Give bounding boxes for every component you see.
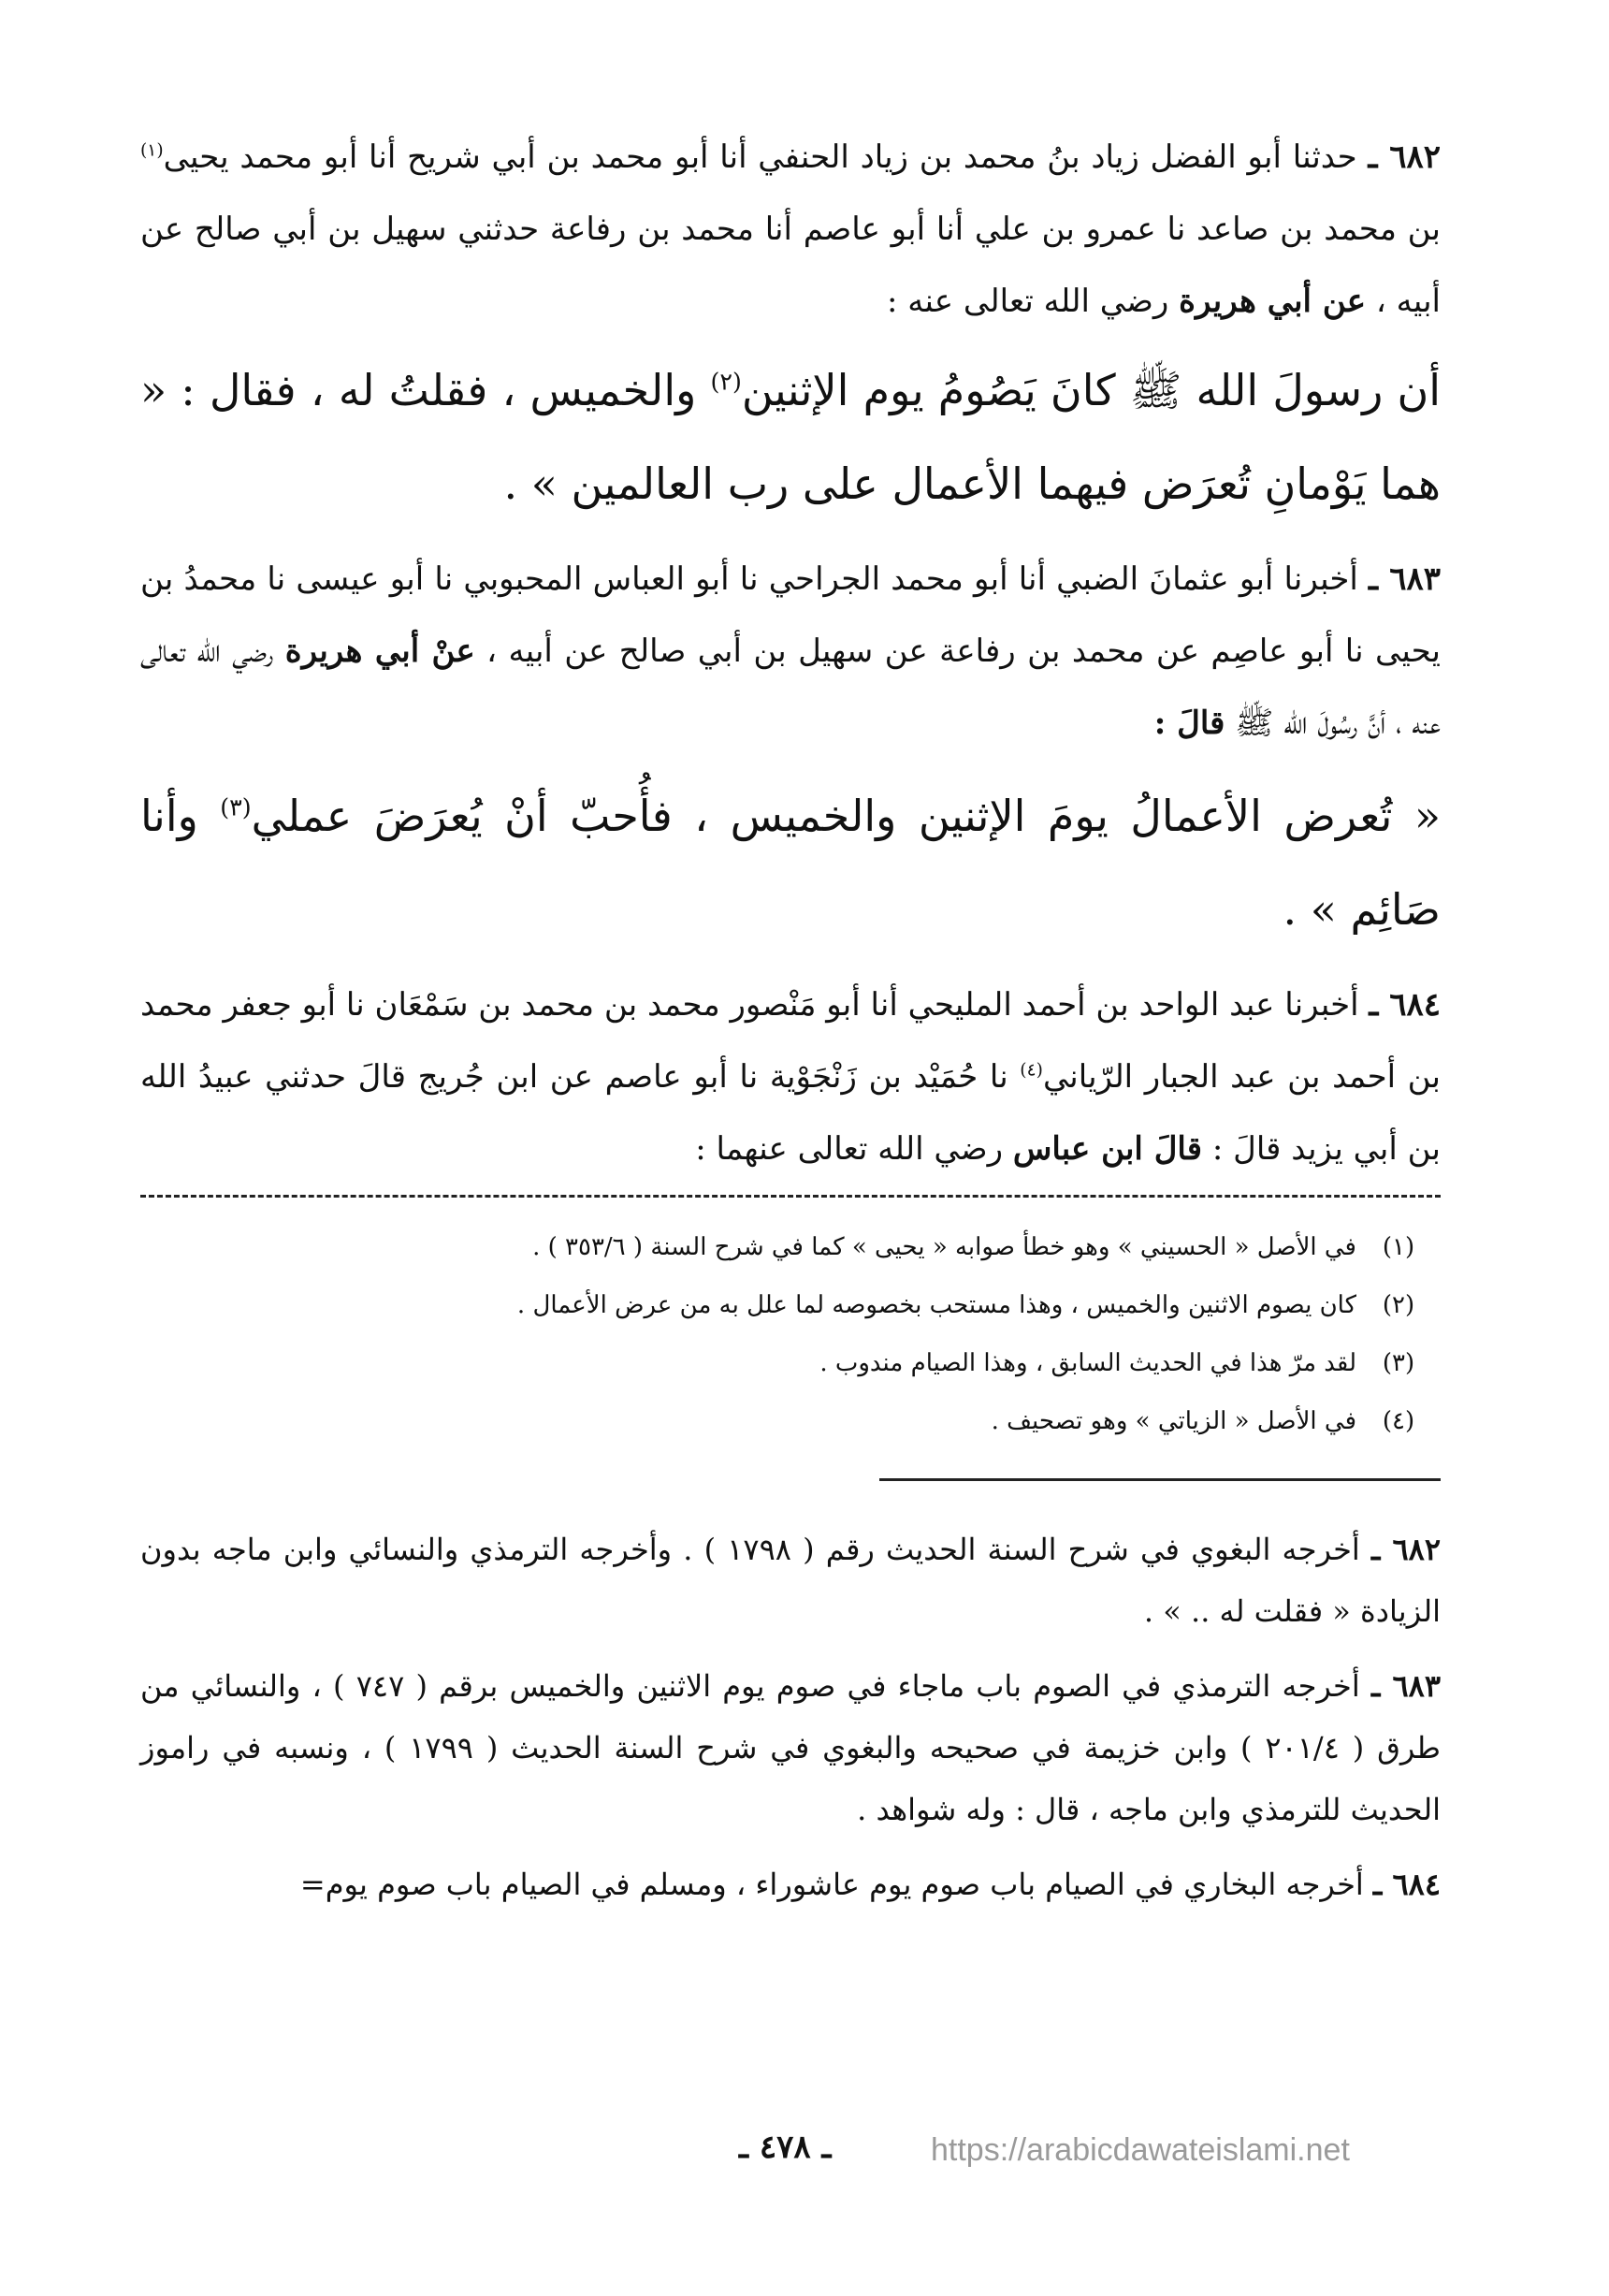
footnote-ref[interactable]: (٤)	[1020, 1060, 1043, 1081]
watermark-url[interactable]: https://arabicdawateislami.net	[931, 2132, 1350, 2168]
footnote-ref[interactable]: (١)	[140, 140, 164, 161]
hadith-682-matn	[140, 343, 1441, 530]
matn-text: أن رسولَ الله ﷺ كانَ يَصُومُ يوم الإثنين	[741, 365, 1442, 415]
takhrij-text: أخرجه البغوي في شرح السنة الحديث رقم ( ١٧٩٨ ) . وأخرجه الترمذي والنسائي وابن ماجه بدون الزيادة « فقلت له .. » .	[140, 1532, 1441, 1629]
isnad-text: حدثنا أبو الفضل زياد بنُ محمد بن زياد الحنفي أنا أبو محمد بن أبي شريح أنا أبو محمد يحيى	[163, 138, 1357, 176]
isnad-text: أخبرنا أبو عثمانَ الضبي أنا أبو محمد الجراحي نا أبو العباس المحبوبي نا أبو عيسى نا محمدُ بن يحيى نا أبو عاصِم عن محمد بن رفاعة عن سهيل بن أبي صالح عن أبيه ،	[140, 560, 1442, 670]
hadith-number: ٦٨٢ ـ	[1368, 138, 1441, 176]
footnote-text: في الأصل « الحسيني » وهو خطأ صوابه « يحيى » كما في شرح السنة ( ٣٥٣/٦ ) .	[532, 1233, 1356, 1261]
footnote-number: (١)	[1382, 1233, 1415, 1261]
footnote-number: (٣)	[1382, 1349, 1415, 1377]
qala-text: قالَ :	[1153, 705, 1225, 742]
takhrij-item	[140, 1655, 1441, 1840]
hadith-683-isnad	[140, 544, 1441, 760]
hadith-683-matn	[140, 769, 1441, 956]
footnote-item	[140, 1218, 1441, 1276]
footnote-ref[interactable]: (٣)	[220, 793, 252, 821]
takhrij-item	[140, 1519, 1441, 1642]
matn-text: « تُعرض الأعمالُ يومَ الإثنين والخميس ، فأُحبّ أنْ يُعرَضَ عملي	[251, 791, 1441, 841]
hadith-684-isnad	[140, 969, 1441, 1185]
hadith-682-isnad	[140, 122, 1441, 338]
footnote-text: كان يصوم الاثنين والخميس ، وهذا مستحب بخصوصه لما علل به من عرض الأعمال .	[516, 1291, 1356, 1319]
footnote-item	[140, 1334, 1441, 1392]
takhrij-number: ٦٨٤ ـ	[1372, 1867, 1441, 1902]
footnote-number: (٤)	[1382, 1407, 1415, 1435]
takhrij-text: أخرجه البخاري في الصيام باب صوم يوم عاشوراء ، ومسلم في الصيام باب صوم يوم=	[299, 1867, 1364, 1902]
takhrij-item	[140, 1853, 1441, 1915]
narrator-name: قالَ ابن عباس	[1012, 1130, 1203, 1168]
footnote-number: (٢)	[1382, 1291, 1415, 1319]
isnad-text: نا حُمَيْد بن زَنْجَوْية نا أبو عاصم عن ابن جُريج قالَ حدثني عبيدُ الله بن أبي يزيد قالَ :	[140, 1058, 1441, 1168]
matn-text: والخميس ، فقلتُ له ، فقال : « هما يَوْمانِ تُعرَض فيهما الأعمال على رب العالمين » .	[140, 365, 1441, 509]
hadith-number: ٦٨٣ ـ	[1369, 560, 1442, 598]
page-footer	[0, 2129, 1609, 2185]
footnote-item	[140, 1276, 1441, 1334]
isnad-text: بن محمد بن صاعد نا عمرو بن علي أنا أبو عاصم أنا محمد بن رفاعة حدثني سهيل بن أبي صالح عن أبيه ،	[140, 211, 1441, 320]
isnad-text: رضي الله تعالى عنه :	[887, 283, 1169, 320]
isnad-text: أخبرنا عبد الواحد بن أحمد المليحي أنا أبو مَنْصور محمد بن محمد بن سَمْعَان نا أبو جعفر محمد بن أحمد بن عبد الجبار الرّياني	[139, 986, 1441, 1096]
hadith-number: ٦٨٤ ـ	[1369, 986, 1441, 1024]
takhrij-number: ٦٨٣ ـ	[1370, 1668, 1442, 1704]
takhrij-divider	[879, 1478, 1441, 1481]
footnote-text: لقد مرّ هذا في الحديث السابق ، وهذا الصيام مندوب .	[819, 1349, 1356, 1377]
dashed-divider	[140, 1195, 1441, 1198]
isnad-text: رضي الله تعالى عنه ، أنَّ رسُولَ الله ﷺ	[140, 632, 1441, 742]
takhrij-number: ٦٨٢ ـ	[1370, 1532, 1442, 1567]
narrator-name: عنْ أبي هريرة	[284, 632, 475, 670]
footnote-item	[140, 1392, 1441, 1450]
footnote-text: في الأصل « الزياتي » وهو تصحيف .	[991, 1407, 1356, 1435]
footnote-ref[interactable]: (٢)	[710, 368, 742, 396]
page-body	[140, 122, 1441, 1928]
page-number: ـ ٤٧٨ ـ	[739, 2129, 832, 2166]
narrator-name: عن أبي هريرة	[1179, 283, 1366, 320]
takhrij-section	[140, 1519, 1441, 1915]
takhrij-text: أخرجه الترمذي في الصوم باب ماجاء في صوم يوم الاثنين والخميس برقم ( ٧٤٧ ) ، والنسائي من طرق ( ٢٠١/٤ ) وابن خزيمة في صحيحه والبغوي في شرح السنة الحديث ( ١٧٩٩ ) ، ونسبه في راموز الحديث للترمذي وابن ماجه ، قال : وله شواهد .	[140, 1668, 1442, 1827]
footnotes	[140, 1218, 1441, 1450]
matn-text: وأنا صَائِم » .	[140, 791, 1441, 935]
isnad-text: رضي الله تعالى عنهما :	[695, 1130, 1004, 1168]
